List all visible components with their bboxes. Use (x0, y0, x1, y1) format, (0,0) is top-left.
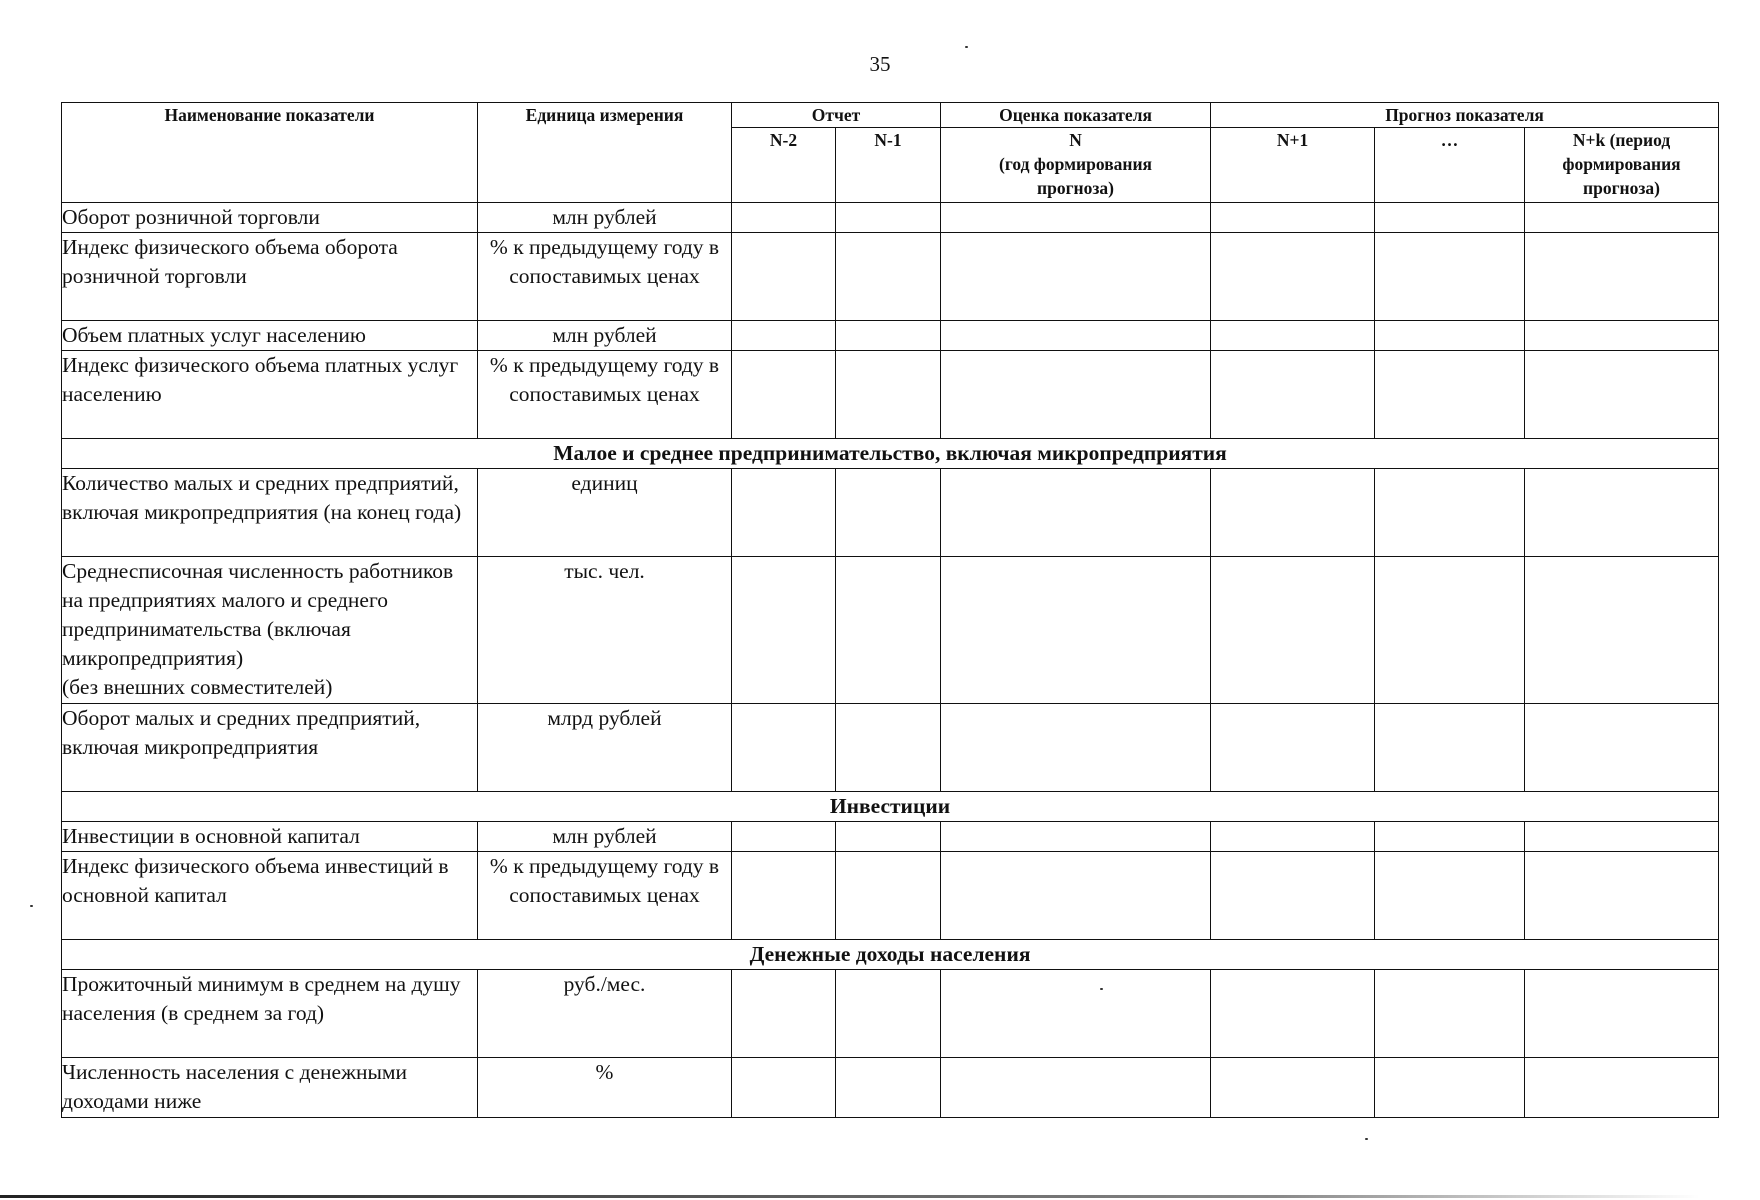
table-row (62, 852, 1719, 940)
header-n-plus-k: N+k (период формирования прогноза) (1525, 128, 1719, 203)
table-row (62, 321, 1719, 351)
section-heading: Инвестиции (62, 792, 1719, 822)
table-row (62, 970, 1719, 1058)
indicator-unit: млн рублей (478, 321, 732, 351)
section-heading: Малое и среднее предпринимательство, включая микропредприятия (62, 439, 1719, 469)
indicator-unit: млрд рублей (478, 704, 732, 792)
page-number: 35 (869, 52, 891, 76)
indicator-name: Количество малых и средних предприятий, включая микропредприятия (на конец года) (62, 469, 478, 557)
table-row (62, 351, 1719, 439)
table-row (62, 822, 1719, 852)
header-estimate: Оценка показателя (941, 103, 1211, 128)
indicator-name: Индекс физического объема инвестиций в основной капитал (62, 852, 478, 940)
section-row (62, 439, 1719, 469)
indicator-unit: тыс. чел. (478, 557, 732, 704)
indicator-name: Объем платных услуг населению (62, 321, 478, 351)
table-row (62, 469, 1719, 557)
indicator-name: Прожиточный минимум в среднем на душу населения (в среднем за год) (62, 970, 478, 1058)
indicator-name: Численность населения с денежными доходами ниже (62, 1058, 478, 1118)
indicator-unit: единиц (478, 469, 732, 557)
indicator-name: Индекс физического объема платных услуг населению (62, 351, 478, 439)
scan-speck (30, 905, 33, 907)
table-row (62, 557, 1719, 704)
table-row (62, 233, 1719, 321)
header-n-formation-year: N (год формирования прогноза) (941, 128, 1211, 203)
section-heading: Денежные доходы населения (62, 940, 1719, 970)
header-report: Отчет (732, 103, 941, 128)
indicator-name: Инвестиции в основной капитал (62, 822, 478, 852)
scan-bottom-edge (0, 1195, 1700, 1198)
indicator-unit: % (478, 1058, 732, 1118)
header-n-plus-1: N+1 (1211, 128, 1375, 203)
indicator-table (61, 102, 1719, 1118)
indicator-unit: млн рублей (478, 822, 732, 852)
indicator-name: Оборот розничной торговли (62, 203, 478, 233)
table-row (62, 704, 1719, 792)
header-n-minus-1: N-1 (836, 128, 941, 203)
header-unit: Единица измерения (478, 103, 732, 203)
indicator-name: Оборот малых и средних предприятий, включая микропредприятия (62, 704, 478, 792)
indicator-unit: руб./мес. (478, 970, 732, 1058)
section-row (62, 940, 1719, 970)
scan-speck (1365, 1138, 1368, 1140)
indicator-unit: % к предыдущему году в сопоставимых ценах (478, 852, 732, 940)
scan-speck (965, 46, 968, 48)
indicator-name: Среднесписочная численность работников на предприятиях малого и среднего предпринимательства (включая микропредприятия) (без внешних совместителей) (62, 557, 478, 704)
section-row (62, 792, 1719, 822)
table-row (62, 203, 1719, 233)
table-row (62, 1058, 1719, 1118)
indicator-name: Индекс физического объема оборота розничной торговли (62, 233, 478, 321)
indicator-unit: % к предыдущему году в сопоставимых ценах (478, 351, 732, 439)
header-row-1 (62, 103, 1719, 128)
indicator-unit: млн рублей (478, 203, 732, 233)
header-forecast: Прогноз показателя (1211, 103, 1719, 128)
header-indicator-name: Наименование показатели (62, 103, 478, 203)
header-ellipsis: … (1375, 128, 1525, 203)
indicator-unit: % к предыдущему году в сопоставимых ценах (478, 233, 732, 321)
header-n-minus-2: N-2 (732, 128, 836, 203)
